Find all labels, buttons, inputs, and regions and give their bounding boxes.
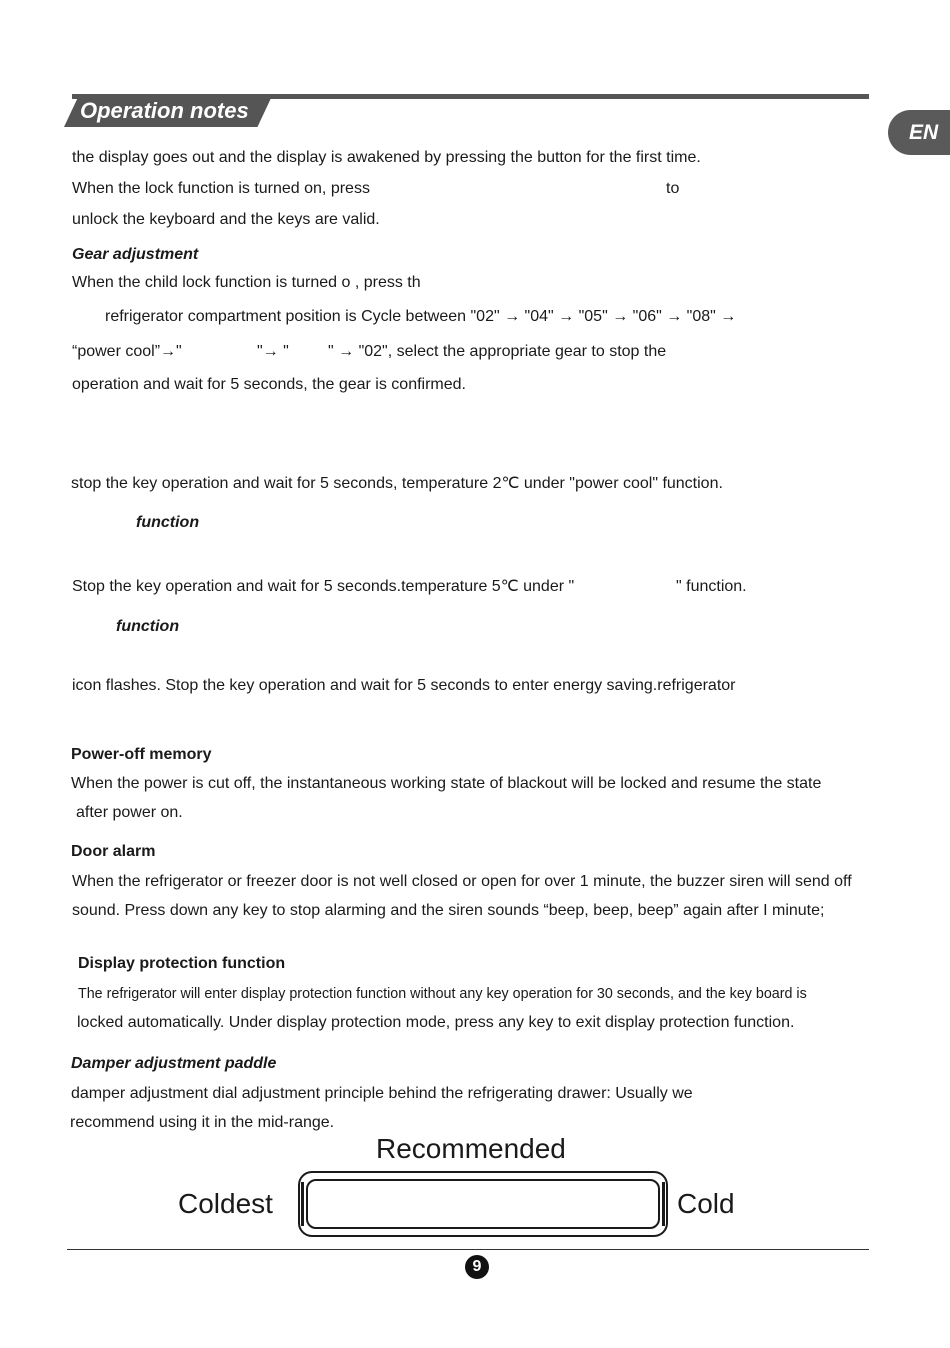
text-line: “power cool”→" <box>72 343 182 360</box>
text-line: " → "02", select the appropriate gear to stop the <box>328 343 667 360</box>
text-line: the display goes out and the display is awakened by pressing the button for the first time. <box>72 149 701 166</box>
text-line: unlock the keyboard and the keys are valid. <box>72 211 380 228</box>
text-line: When the refrigerator or freezer door is not well closed or open for over 1 minute, the buzzer siren will send off <box>72 873 852 890</box>
text-line: sound. Press down any key to stop alarming and the siren sounds “beep, beep, beep” again after I minute; <box>72 902 825 919</box>
text-line: Stop the key operation and wait for 5 seconds.temperature 5℃ under " <box>72 578 575 595</box>
text-line: operation and wait for 5 seconds, the gear is confirmed. <box>72 376 466 393</box>
coldest-label: Coldest <box>178 1188 273 1219</box>
damper-dial-slot <box>306 1179 660 1229</box>
power-off-memory-heading: Power-off memory <box>71 746 212 763</box>
text-line: recommend using it in the mid-range. <box>70 1114 335 1131</box>
recommended-label: Recommended <box>376 1133 566 1164</box>
function-label: function <box>136 514 200 531</box>
text-line: refrigerator compartment position is Cycle between "02" → "04" → "05" → "06" → "08" → <box>105 308 737 325</box>
text-line: stop the key operation and wait for 5 seconds, temperature 2℃ under "power cool" function. <box>71 475 723 492</box>
text-line: after power on. <box>76 804 183 821</box>
section-title: Operation notes <box>80 98 249 123</box>
text-line: When the child lock function is turned o , press th <box>72 274 421 291</box>
text-line: When the lock function is turned on, press <box>72 180 370 197</box>
text-line: When the power is cut off, the instantaneous working state of blackout will be locked and resume the state <box>71 775 822 792</box>
door-alarm-heading: Door alarm <box>71 843 156 860</box>
text-line: " function. <box>676 578 747 595</box>
language-label: EN <box>909 121 939 144</box>
text-line: "→ " <box>257 343 289 360</box>
gear-adjustment-heading: Gear adjustment <box>72 246 199 263</box>
footer-rule <box>67 1249 869 1250</box>
function-label: function <box>116 618 180 635</box>
text-line: damper adjustment dial adjustment principle behind the refrigerating drawer: Usually we <box>71 1085 693 1102</box>
damper-adjustment-heading: Damper adjustment paddle <box>71 1055 277 1072</box>
text-line: icon flashes. Stop the key operation and wait for 5 seconds to enter energy saving.refrigerator <box>72 677 736 694</box>
dial-end-bar-right <box>662 1182 665 1226</box>
text-line: The refrigerator will enter display protection function without any key operation for 30 seconds, and the key board is <box>78 986 807 1002</box>
page-number: 9 <box>465 1255 489 1279</box>
cold-label: Cold <box>677 1188 735 1219</box>
display-protection-heading: Display protection function <box>78 955 286 972</box>
dial-end-bar-left <box>301 1182 304 1226</box>
text-line: to <box>666 180 680 197</box>
text-line: locked automatically. Under display protection mode, press any key to exit display protection function. <box>77 1014 795 1031</box>
